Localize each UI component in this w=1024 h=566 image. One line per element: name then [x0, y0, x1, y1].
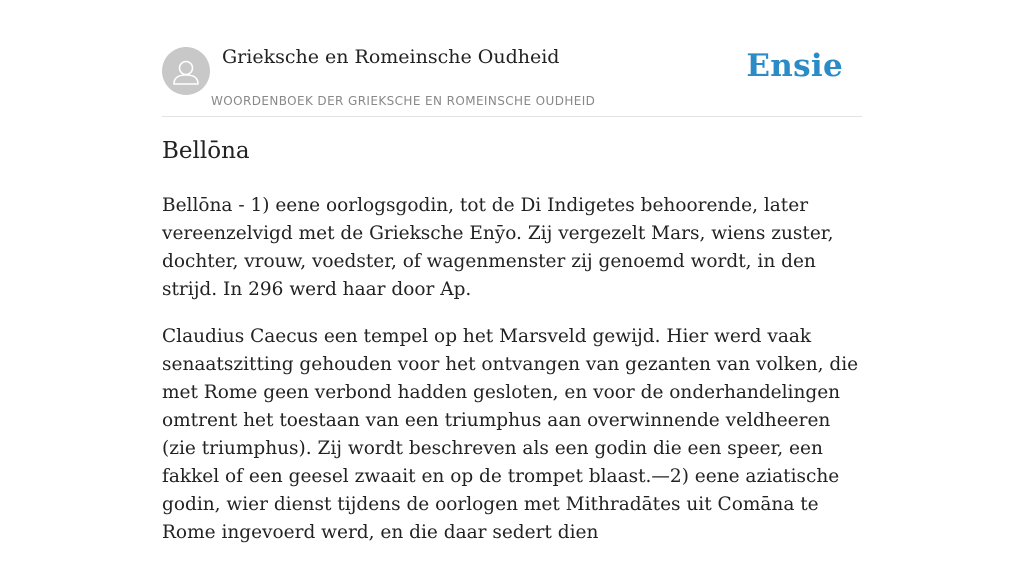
entry-body — [162, 192, 862, 566]
entry-paragraph: Claudius Caecus een tempel op het Marsveld gewijd. Hier werd vaak senaatszitting gehouden voor het ontvangen van gezanten van volken, die met Rome geen verbond hadden gesloten, en voor de onderhandelingen omtrent het toestaan van een triumphus aan overwinnende veldheeren (zie triumphus). Zij wordt beschreven als een godin die een speer, een fakkel of een geesel zwaait en op de trompet blaast.—2) eene aziatische godin, wier dienst tijdens de oorlogen met Mithradātes uit Comāna te Rome ingevoerd werd, en die daar sedert dien — [162, 326, 859, 543]
page-container — [162, 0, 862, 543]
source-header — [162, 0, 862, 117]
source-title[interactable]: Grieksche en Romeinsche Oudheid — [222, 46, 560, 68]
brand-logo[interactable]: Ensie — [746, 48, 843, 84]
entry-paragraph: Bellōna - 1) eene oorlogsgodin, tot de Di Indigetes behoorende, later vereenzelvigd met de Grieksche Enȳo. Zij vergezelt Mars, wiens zuster, dochter, vrouw, voedster, of wagenmenster zij genoemd wordt, in den strijd. In 296 werd haar door Ap. — [162, 195, 834, 300]
source-subtitle: WOORDENBOEK DER GRIEKSCHE EN ROMEINSCHE OUDHEID — [211, 94, 596, 108]
user-silhouette-icon — [162, 47, 210, 95]
avatar[interactable] — [162, 47, 210, 95]
entry-title: Bellōna — [162, 138, 250, 164]
